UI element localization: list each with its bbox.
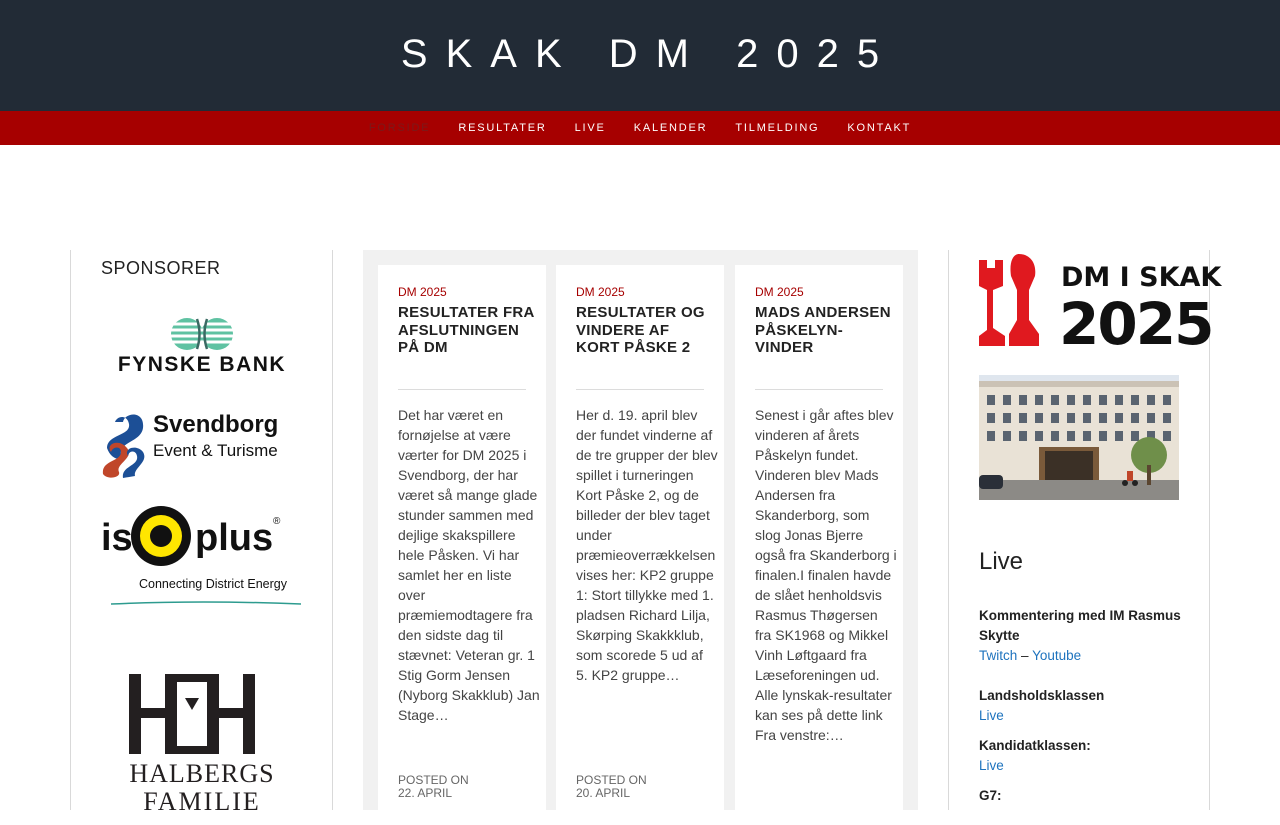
nav-item-live[interactable]: LIVE xyxy=(574,122,606,134)
hotel-photo[interactable] xyxy=(979,375,1179,500)
fynske-bank-logo[interactable] xyxy=(101,316,303,374)
main-nav xyxy=(0,111,1280,145)
nav-item-forside[interactable]: FORSIDE xyxy=(368,122,431,134)
post-divider xyxy=(576,389,704,390)
isoplus-tagline: Connecting District Energy xyxy=(139,577,287,591)
section-label: G7: xyxy=(979,788,1002,803)
isoplus-text: isoplus xyxy=(101,504,105,505)
halbergs-logo[interactable] xyxy=(101,670,303,816)
halbergs-text: HALBERGS xyxy=(129,759,275,788)
logo-year-text: 2025 xyxy=(1059,290,1213,358)
section-label: Kandidatklassen: xyxy=(979,738,1091,753)
post-date[interactable]: 22. APRIL xyxy=(398,786,453,800)
commentary-block xyxy=(979,606,1189,666)
post-meta xyxy=(576,774,647,800)
post-category[interactable]: DM 2025 xyxy=(576,285,625,299)
post-title[interactable]: MADS ANDERSEN PÅSKELYN-VINDER xyxy=(755,304,891,356)
nav-item-resultater[interactable]: RESULTATER xyxy=(458,122,547,134)
svg-text:®: ® xyxy=(273,516,281,527)
post-excerpt: Senest i går aftes blev vinderen af årets Påskelyn fundet. Vinderen blev Mads Andersen fra Skanderborg, som slog Jonas Bjerre også fra Skanderborg i finalen.I finalen havde de slået henholdsvis Rasmus Thøgersen fra SK1968 og Mikkel Vinh Løftgaard fra Læseforeningen ud. Alle lynskak-resultater kan ses på dette link Fra venstre:… xyxy=(755,407,897,743)
post-card xyxy=(556,265,724,825)
section-label: Landsholdsklassen xyxy=(979,688,1105,703)
posted-on-label: POSTED ON xyxy=(576,773,647,787)
svg-text:plus: plus xyxy=(195,517,274,559)
sponsors-heading: SPONSORER xyxy=(101,258,221,278)
post-date[interactable]: 20. APRIL xyxy=(576,786,631,800)
fynske-bank-text: FYNSKE BANK xyxy=(117,353,287,376)
post-excerpt: Her d. 19. april blev der fundet vinderne af de tre grupper der blev spillet i turneringen Kort Påske 2, og de billeder der blev taget under præmieoverrækkelsen vises her: KP2 gruppe 1: Stort tillykke med 1. pladsen Richard Lilja, Skørping Skakkklub, som scorede 5 ud af 5. KP2 gruppe… xyxy=(576,407,718,683)
svg-text:is: is xyxy=(101,517,133,559)
kandidatklassen-block xyxy=(979,736,1189,776)
post-title[interactable]: RESULTATER FRA AFSLUTNINGEN PÅ DM xyxy=(398,304,535,356)
post-divider xyxy=(398,389,526,390)
sponsor-sidebar xyxy=(70,250,333,816)
svendborg-logo[interactable] xyxy=(101,408,303,480)
post-card xyxy=(378,265,546,825)
landsholdsklassen-block xyxy=(979,686,1189,726)
nav-item-kalender[interactable]: KALENDER xyxy=(633,122,708,134)
post-category[interactable]: DM 2025 xyxy=(755,285,804,299)
twitch-link[interactable]: Twitch xyxy=(979,648,1018,663)
live-link[interactable]: Live xyxy=(979,758,1004,773)
svendborg-text: Svendborg xyxy=(153,411,279,438)
post-meta xyxy=(398,774,469,800)
post-title[interactable]: RESULTATER OG VINDERE AF KORT PÅSKE 2 xyxy=(576,304,705,356)
posted-on-label: POSTED ON xyxy=(398,773,469,787)
post-card xyxy=(735,265,903,825)
nav-item-kontakt[interactable]: KONTAKT xyxy=(847,122,912,134)
right-sidebar xyxy=(948,250,1222,810)
commentary-label: Kommentering med IM Rasmus Skytte xyxy=(979,608,1181,643)
nav-item-tilmelding[interactable]: TILMELDING xyxy=(735,122,820,134)
posts-area xyxy=(363,250,918,810)
familie-text: FAMILIE xyxy=(143,787,261,816)
g7-block xyxy=(979,786,1189,806)
live-link[interactable]: Live xyxy=(979,708,1004,723)
isoplus-logo[interactable] xyxy=(101,504,303,612)
link-separator: – xyxy=(1021,648,1029,663)
dm-i-skak-logo[interactable] xyxy=(979,250,1222,358)
post-category[interactable]: DM 2025 xyxy=(398,285,447,299)
post-excerpt: Det har været en fornøjelse at være værter for DM 2025 i Svendborg, der har været så mange glade stunder sammen med dejlige skakspillere hele Påsken. Vi har samlet her en liste over præmiemodtagere fra den sidste dag til stævnet: Veteran gr. 1 Stig Gorm Jensen (Nyborg Skakklub) Jan Stage… xyxy=(398,407,540,723)
youtube-link[interactable]: Youtube xyxy=(1032,648,1082,663)
post-divider xyxy=(755,389,883,390)
site-header xyxy=(0,0,1280,111)
dm-i-skak-text: DM I SKAK xyxy=(1061,262,1222,293)
site-title[interactable]: SKAK DM 2025 xyxy=(400,32,898,76)
live-heading: Live xyxy=(979,548,1024,575)
event-turisme-text: Event & Turisme xyxy=(153,441,278,460)
